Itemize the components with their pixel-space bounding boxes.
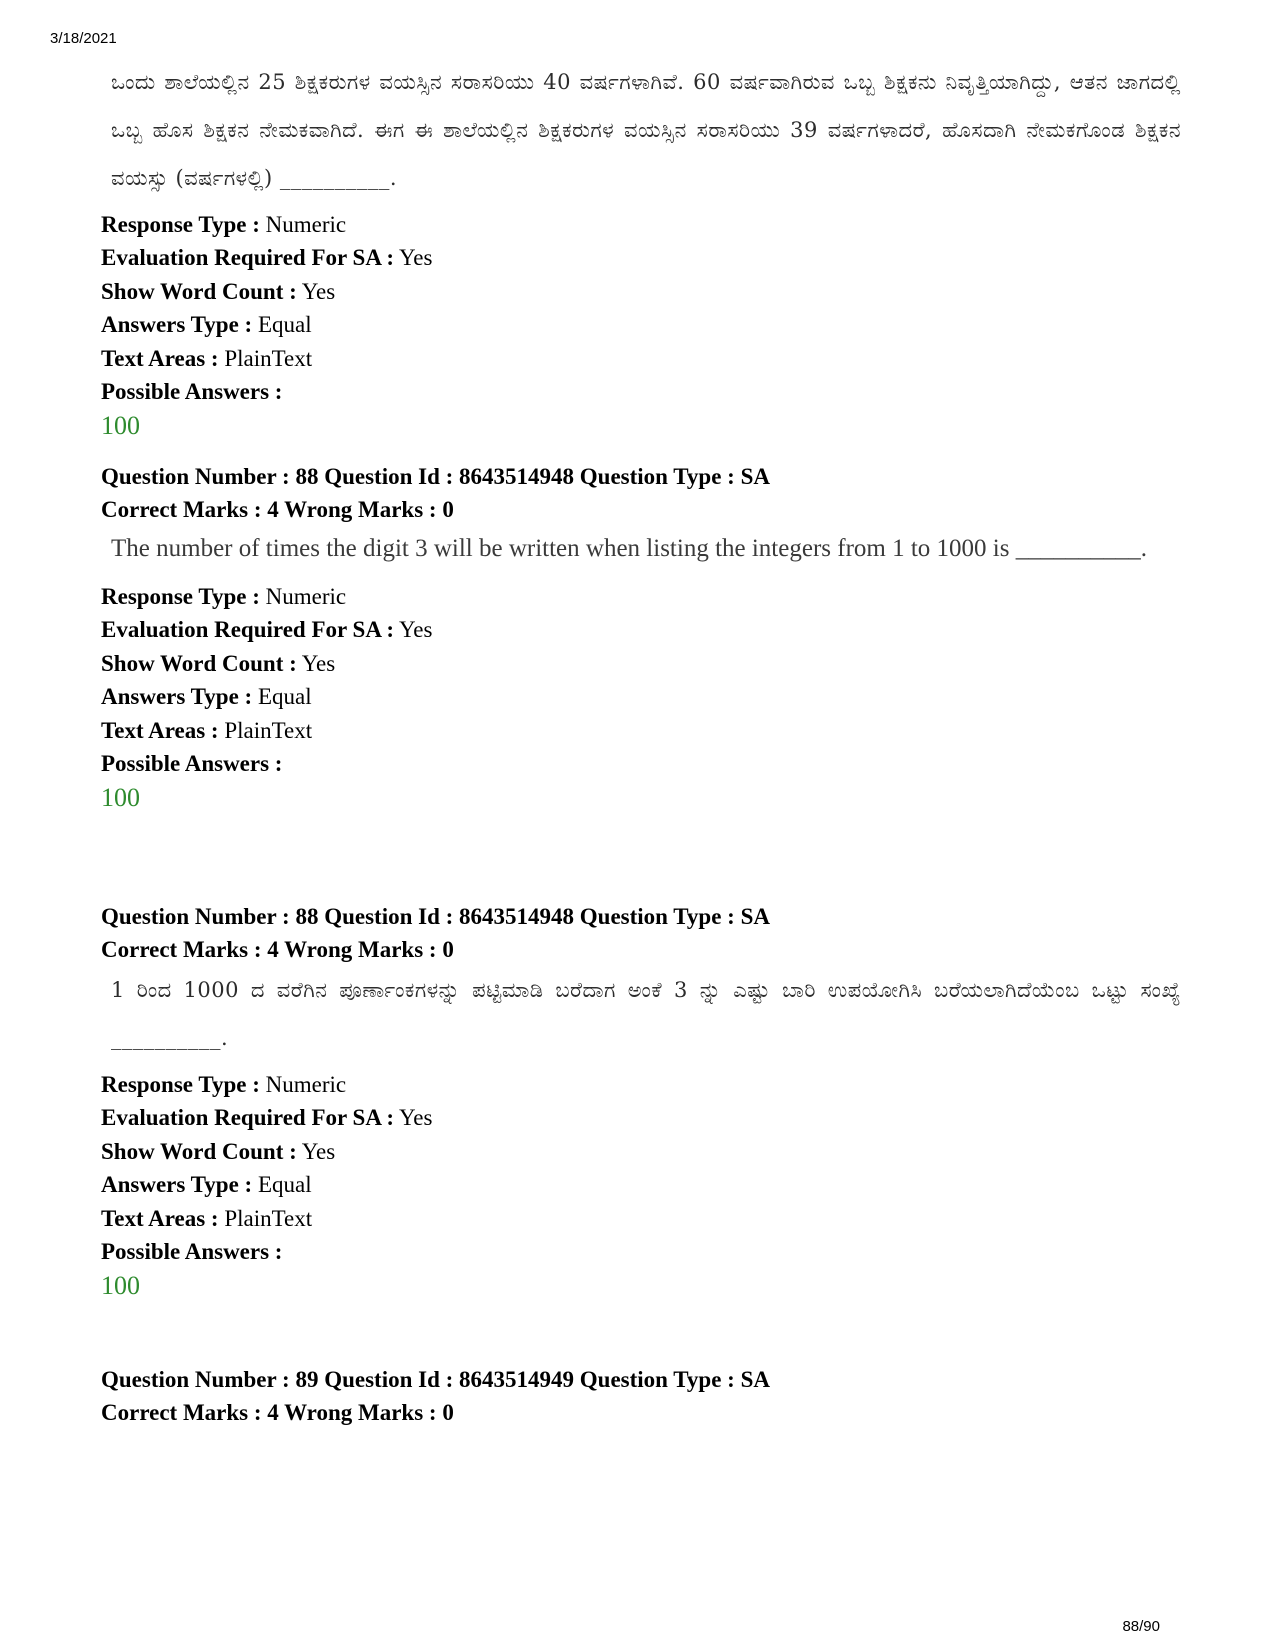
question-header: Question Number : 88 Question Id : 8643514948 Question Type : SA [101,464,770,489]
possible-answers-row: Possible Answers : [101,1239,283,1265]
question-header: Question Number : 89 Question Id : 8643514949 Question Type : SA [101,1367,770,1392]
possible-answer-value: 100 [101,1271,140,1301]
print-date: 3/18/2021 [50,30,117,47]
possible-answer-value: 100 [101,783,140,813]
evaluation-row: Evaluation Required For SA : Yes [101,245,433,271]
evaluation-row: Evaluation Required For SA : Yes [101,1105,433,1131]
question-block-87 [101,58,1181,444]
possible-answers-row: Possible Answers : [101,379,283,405]
question-text: ಒಂದು ಶಾಲೆಯಲ್ಲಿನ 25 ಶಿಕ್ಷಕರುಗಳ ವಯಸ್ಸಿನ ಸರಾಸರಿಯು 40 ವರ್ಷಗಳಾಗಿವೆ. 60 ವರ್ಷವಾಗಿರುವ ಒಬ್ಬ ಶಿಕ್ಷಕನು ನಿವೃತ್ತಿಯಾಗಿದ್ದು, ಆತನ ಜಾಗದಲ್ಲಿ ಒಬ್ಬ ಹೊಸ ಶಿಕ್ಷಕನ ನೇಮಕವಾಗಿದೆ. ಈಗ ಈ ಶಾಲೆಯಲ್ಲಿನ ಶಿಕ್ಷಕರುಗಳ ವಯಸ್ಸಿನ ಸರಾಸರಿಯು 39 ವರ್ಷಗಳಾದರೆ, ಹೊಸದಾಗಿ ನೇಮಕಗೊಂಡ ಶಿಕ್ಷಕನ ವಯಸ್ಸು (ವರ್ಷಗಳಲ್ಲಿ) __________. [111,70,1181,190]
text-areas-row: Text Areas : PlainText [101,345,313,371]
text-areas-row: Text Areas : PlainText [101,717,313,743]
question-block-88-kn [101,900,1181,1304]
word-count-row: Show Word Count : Yes [101,650,336,676]
question-text: The number of times the digit 3 will be written when listing the integers from 1 to 1000 is __________. [111,535,1147,562]
marks-row: Correct Marks : 4 Wrong Marks : 0 [101,1400,454,1425]
marks-row: Correct Marks : 4 Wrong Marks : 0 [101,497,454,522]
marks-row: Correct Marks : 4 Wrong Marks : 0 [101,937,454,962]
possible-answers-row: Possible Answers : [101,751,283,777]
possible-answer-value: 100 [101,411,140,441]
question-block-89 [101,1363,1181,1429]
response-type-row: Response Type : Numeric [101,584,347,609]
word-count-row: Show Word Count : Yes [101,1138,336,1164]
answers-type-row: Answers Type : Equal [101,312,312,338]
text-areas-row: Text Areas : PlainText [101,1205,313,1231]
evaluation-row: Evaluation Required For SA : Yes [101,617,433,643]
answers-type-row: Answers Type : Equal [101,1172,312,1198]
question-block-88-en [101,460,1181,816]
response-type-row: Response Type : Numeric [101,1072,347,1097]
question-header: Question Number : 88 Question Id : 8643514948 Question Type : SA [101,904,770,929]
response-type-row: Response Type : Numeric [101,212,347,237]
word-count-row: Show Word Count : Yes [101,278,336,304]
answers-type-row: Answers Type : Equal [101,684,312,710]
page-number: 88/90 [1122,1618,1160,1635]
question-text: 1 ರಿಂದ 1000 ದ ವರೆಗಿನ ಪೂರ್ಣಾಂಕಗಳನ್ನು ಪಟ್ಟಿಮಾಡಿ ಬರೆದಾಗ ಅಂಕೆ 3 ನ್ನು ಎಷ್ಟು ಬಾರಿ ಉಪಯೋಗಿಸಿ ಬರೆಯಲಾಗಿದೆಯೆಂಬ ಒಟ್ಟು ಸಂಖ್ಯೆ __________. [111,978,1181,1050]
